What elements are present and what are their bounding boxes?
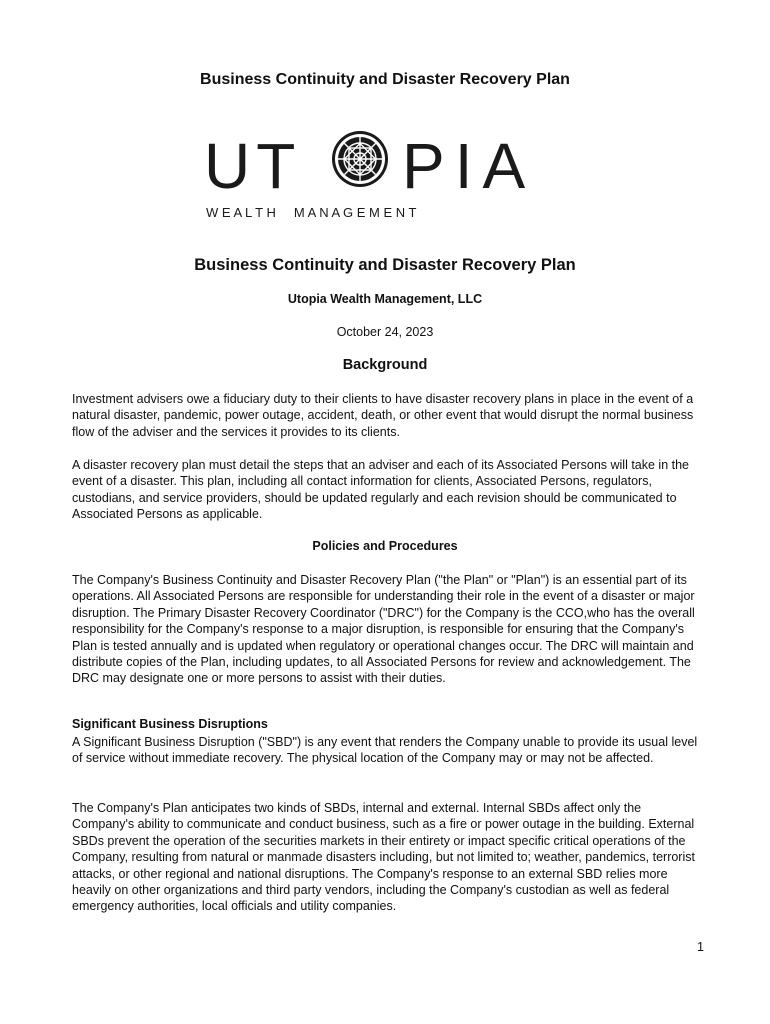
background-paragraph-1: Investment advisers owe a fiduciary duty to their clients to have disaster recovery plans in place in the event of a natural disaster, pandemic, power outage, accident, death, or other event that would disrupt the normal business flow of the adviser and the services it provides to its clients. [72,392,694,439]
document-title: Business Continuity and Disaster Recovery Plan [194,256,576,274]
sbd-paragraph-2: The Company's Plan anticipates two kinds of SBDs, internal and external. Internal SBDs affect only the Company's ability to communicate and conduct business, such as a fire or power outage in the building. External SBDs prevent the operation of the securities markets in their entirety or impact specific critical operations of the Company, resulting from natural or manmade disasters including, but not limited to; weather, pandemics, terrorist attacks, or other regional and national disruptions. The Company's response to an external SBD relies more heavily on other organizations and third party vendors, including the Company's custodian as well as federal emergency authorities, local officials and utility companies. [72,801,695,914]
utopia-logo [200,128,570,224]
sbd-heading: Significant Business Disruptions [72,717,268,731]
header-title: Business Continuity and Disaster Recovery Plan [200,71,570,88]
logo-word-left: UT [204,130,302,202]
page-number: 1 [697,940,704,954]
logo-word-right: PIA [402,130,536,202]
document-date: October 24, 2023 [336,325,434,339]
logo-tagline: W E A L T H M A N A G E M E N T [206,205,417,220]
sbd-paragraph-1: A Significant Business Disruption ("SBD") is any event that renders the Company unable to provide its usual level of service without immediate recovery. The physical location of the Company may or may not be affected. [72,735,698,766]
background-heading: Background [342,357,428,373]
policies-heading: Policies and Procedures [312,539,458,553]
logo-emblem-icon [332,131,388,187]
background-paragraph-2: A disaster recovery plan must detail the steps that an adviser and each of its Associated Persons will take in the event of a disaster. This plan, including all contact information for clients, Associated Persons, regulators, custodians, and service providers, should be updated regularly and each revision should be communicated to Associated Persons as applicable. [72,458,689,522]
company-name: Utopia Wealth Management, LLC [287,292,483,306]
policies-paragraph: The Company's Business Continuity and Disaster Recovery Plan ("the Plan" or "Plan") is an essential part of its operations. All Associated Persons are responsible for understanding their role in the event of a disaster or major disruption. The Primary Disaster Recovery Coordinator ("DRC") for the Company is the CCO,who has the overall responsibility for the Company's response to a major disruption, is responsible for ensuring that the Company's Plan is tested annually and is updated when regulatory or operational changes occur. The DRC will maintain and distribute copies of the Plan, including updates, to all Associated Persons for review and acknowledgement. The DRC may designate one or more persons to assist with their duties. [72,573,695,686]
